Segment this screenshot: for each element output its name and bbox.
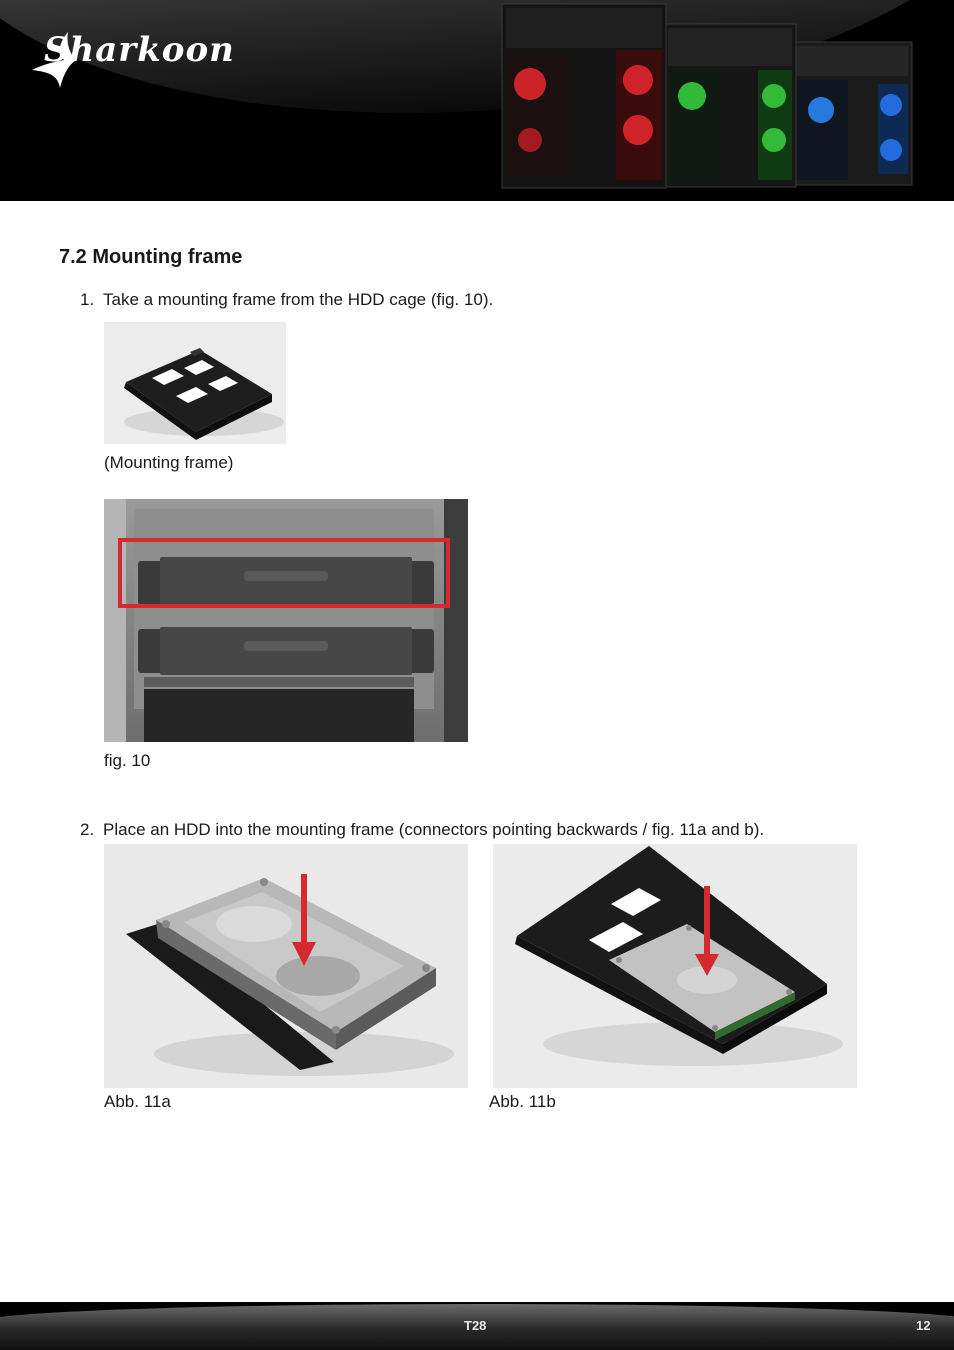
pc-cases-product-image bbox=[496, 0, 916, 190]
highlight-box bbox=[118, 538, 450, 608]
page-header bbox=[0, 0, 954, 201]
brand-name: Sharkoon bbox=[44, 30, 235, 70]
mounting-frame-caption: (Mounting frame) bbox=[104, 453, 234, 472]
section-title: 7.2 Mounting frame bbox=[59, 246, 243, 268]
hdd-cage-photo bbox=[104, 499, 468, 742]
fig11b-caption: Abb. 11b bbox=[489, 1092, 556, 1111]
fig11a-caption: Abb. 11a bbox=[104, 1092, 171, 1111]
step-1-number: 1. bbox=[80, 290, 95, 309]
mounting-frame-photo bbox=[104, 322, 286, 444]
case-blue bbox=[794, 42, 912, 185]
page-number: 12 bbox=[916, 1318, 931, 1333]
page-footer bbox=[0, 1302, 954, 1350]
hdd-25-in-frame-photo bbox=[493, 844, 857, 1088]
step-1 bbox=[80, 290, 493, 310]
hdd-35-in-frame-photo bbox=[104, 844, 468, 1088]
fig10-caption: fig. 10 bbox=[104, 751, 151, 770]
step-2 bbox=[80, 820, 764, 840]
footer-model: T28 bbox=[464, 1318, 487, 1333]
case-red bbox=[502, 4, 666, 188]
step-1-text: Take a mounting frame from the HDD cage (fig. 10). bbox=[103, 290, 494, 309]
step-2-text: Place an HDD into the mounting frame (connectors pointing backwards / fig. 11a and b). bbox=[103, 820, 765, 839]
step-2-number: 2. bbox=[80, 820, 95, 839]
case-green bbox=[664, 24, 796, 187]
